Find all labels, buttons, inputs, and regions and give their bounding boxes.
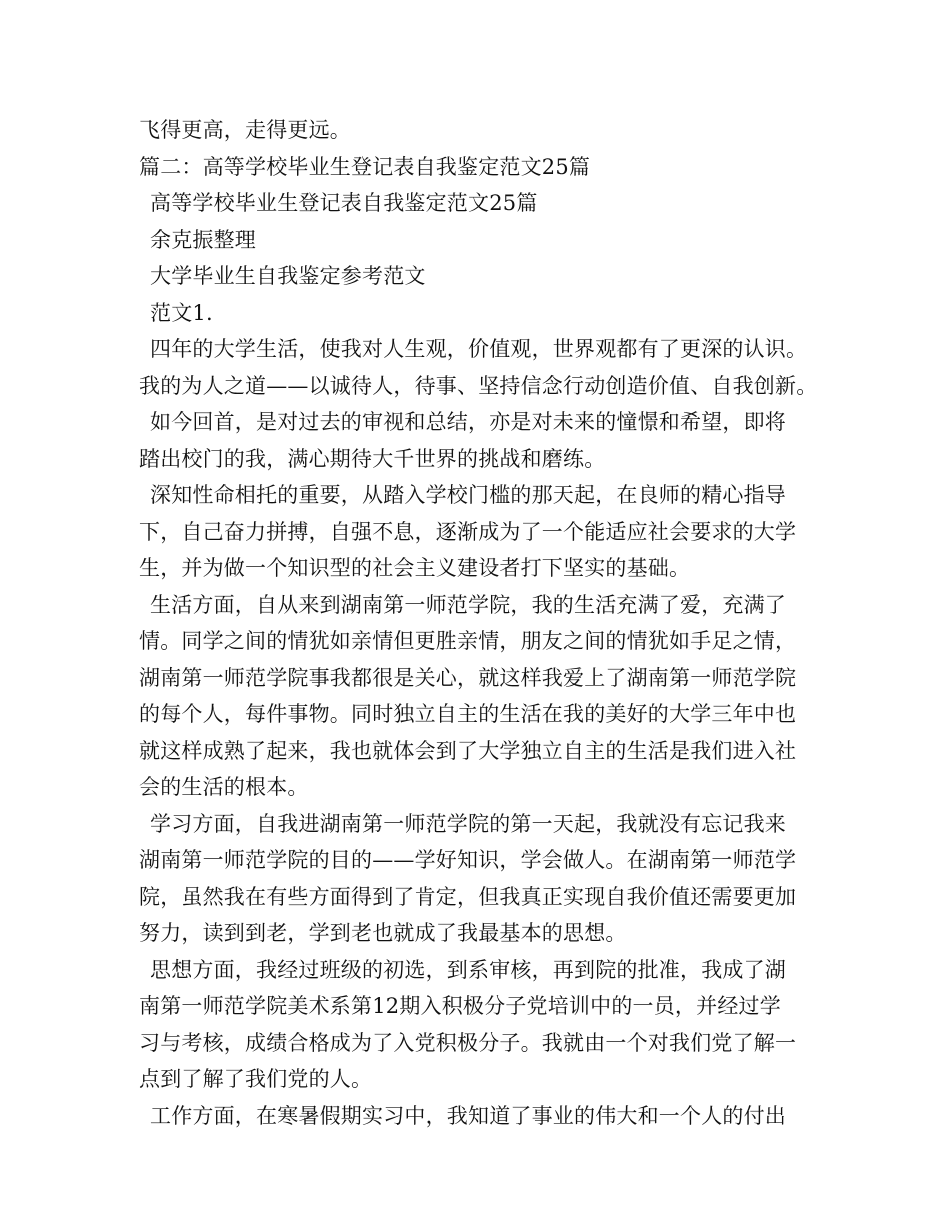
text-line: 飞得更高，走得更远。 [139, 118, 351, 142]
text-line: 高等学校毕业生登记表自我鉴定范文25篇 [150, 191, 538, 215]
text-line: 如今回首，是对过去的审视和总结，亦是对未来的憧憬和希望，即将 [150, 410, 786, 434]
text-line: 湖南第一师范学院事我都很是关心，就这样我爱上了湖南第一师范学院 [139, 665, 797, 690]
text-line: 努力，读到到老，学到老也就成了我最基本的思想。 [139, 921, 627, 945]
text-line: 习与考核，成绩合格成为了入党积极分子。我就由一个对我们党了解一 [139, 1030, 797, 1055]
text-line: 就这样成熟了起来，我也就体会到了大学独立自主的生活是我们进入社 [139, 738, 797, 763]
text-line: 的每个人，每件事物。同时独立自主的生活在我的美好的大学三年中也 [139, 702, 797, 726]
text-line: 我的为人之道——以诚待人，待事、坚持信念行动创造价值、自我创新。 [139, 373, 818, 398]
text-line: 工作方面，在寒暑假期实习中，我知道了事业的伟大和一个人的付出 [150, 1103, 786, 1128]
text-line: 生活方面，自从来到湖南第一师范学院，我的生活充满了爱，充满了 [150, 592, 786, 617]
text-line: 湖南第一师范学院的目的——学好知识，学会做人。在湖南第一师范学 [139, 848, 797, 872]
text-line: 学习方面，自我进湖南第一师范学院的第一天起，我就没有忘记我来 [150, 811, 786, 836]
text-line: 会的生活的根本。 [139, 775, 309, 799]
text-line: 踏出校门的我，满心期待大千世界的挑战和磨练。 [139, 446, 606, 471]
text-line: 大学毕业生自我鉴定参考范文 [150, 264, 426, 288]
text-line: 范文1. [150, 300, 213, 325]
text-line: 南第一师范学院美术系第12期入积极分子党培训中的一员，并经过学 [139, 994, 781, 1018]
text-line: 院，虽然我在有些方面得到了肯定，但我真正实现自我价值还需要更加 [139, 884, 797, 909]
text-line: 余克振整理 [150, 227, 256, 252]
text-line: 四年的大学生活，使我对人生观，价值观，世界观都有了更深的认识。 [150, 337, 808, 361]
text-line: 情。同学之间的情犹如亲情但更胜亲情，朋友之间的情犹如手足之情， [139, 629, 797, 653]
text-line: 点到了解了我们党的人。 [139, 1067, 373, 1091]
document-body [139, 112, 829, 1134]
text-line: 篇二：高等学校毕业生登记表自我鉴定范文25篇 [139, 154, 591, 179]
text-line: 思想方面，我经过班级的初选，到系审核，再到院的批准，我成了湖 [150, 957, 786, 982]
text-line: 下，自己奋力拼搏，自强不息，逐渐成为了一个能适应社会要求的大学 [139, 519, 797, 544]
text-line: 深知性命相托的重要，从踏入学校门槛的那天起，在良师的精心指导 [150, 483, 786, 507]
text-line: 生，并为做一个知识型的社会主义建设者打下坚实的基础。 [139, 556, 691, 580]
